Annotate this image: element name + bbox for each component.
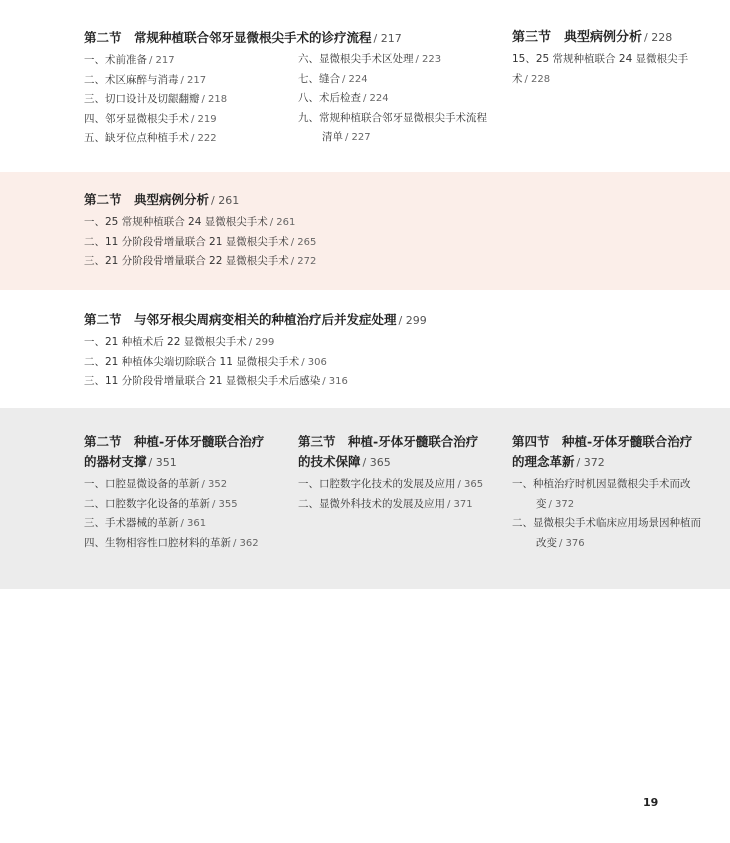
section-page: / 351 <box>148 456 177 469</box>
toc-pink-section <box>84 190 644 272</box>
toc-item[interactable]: 二、21 种植体尖端切除联合 11 显微根尖手术 / 306 <box>84 355 327 368</box>
section-page: / 299 <box>398 314 427 327</box>
item-list <box>298 50 488 148</box>
toc-gray-col1 <box>84 432 274 553</box>
toc-item[interactable]: 二、口腔数字化设备的革新 / 355 <box>84 497 238 510</box>
toc-complication-section <box>84 310 684 392</box>
toc-item[interactable]: 二、11 分阶段骨增量联合 21 显微根尖手术 / 265 <box>84 235 317 248</box>
section-title: 第二节 常规种植联合邻牙显微根尖手术的诊疗流程 <box>84 30 372 45</box>
toc-item[interactable]: 一、口腔数字化技术的发展及应用 / 365 <box>298 478 484 490</box>
toc-item[interactable]: 四、邻牙显微根尖手术 / 219 <box>84 112 217 125</box>
toc-top-col2 <box>298 50 488 148</box>
section-title: 第二节 典型病例分析 <box>84 192 210 207</box>
section-heading[interactable] <box>84 28 464 49</box>
section-page: / 365 <box>362 456 391 469</box>
section-heading[interactable] <box>512 28 696 48</box>
item-list <box>298 475 488 514</box>
page-number: 19 <box>643 796 659 809</box>
toc-item[interactable]: 15、25 常规种植联合 24 显微根尖手术 / 228 <box>512 53 689 85</box>
item-list <box>512 50 696 89</box>
toc-item[interactable]: 三、11 分阶段骨增量联合 21 显微根尖手术后感染 / 316 <box>84 375 348 388</box>
toc-gray-col2 <box>298 432 488 514</box>
section-title: 第二节 种植-牙体牙髓联合治疗的器材支撑 <box>84 434 265 469</box>
toc-item[interactable]: 六、显微根尖手术区处理 / 223 <box>298 53 442 65</box>
toc-item[interactable]: 七、缝合 / 224 <box>298 72 368 85</box>
toc-item[interactable]: 一、种植治疗时机因显微根尖手术而改变 / 372 <box>512 478 691 510</box>
section-heading[interactable] <box>298 432 488 473</box>
toc-item[interactable]: 一、21 种植术后 22 显微根尖手术 / 299 <box>84 336 275 348</box>
toc-gray-col3 <box>512 432 702 553</box>
section-title: 第二节 与邻牙根尖周病变相关的种植治疗后并发症处理 <box>84 312 397 327</box>
section-page: / 372 <box>576 456 605 469</box>
toc-item[interactable]: 八、术后检查 / 224 <box>298 92 389 105</box>
toc-top-col3 <box>512 28 696 89</box>
section-page: / 217 <box>373 32 402 45</box>
section-page: / 228 <box>644 31 673 44</box>
section-heading[interactable] <box>512 432 702 473</box>
toc-item[interactable]: 一、术前准备 / 217 <box>84 54 175 66</box>
toc-item[interactable]: 二、术区麻醉与消毒 / 217 <box>84 73 207 86</box>
toc-item[interactable]: 三、手术器械的革新 / 361 <box>84 517 207 530</box>
section-page: / 261 <box>211 194 240 207</box>
toc-item[interactable]: 三、21 分阶段骨增量联合 22 显微根尖手术 / 272 <box>84 255 317 268</box>
item-list <box>84 333 684 392</box>
toc-item[interactable]: 一、25 常规种植联合 24 显微根尖手术 / 261 <box>84 216 296 228</box>
toc-item[interactable]: 一、口腔显微设备的革新 / 352 <box>84 478 228 490</box>
item-list <box>512 475 702 553</box>
item-list <box>84 213 644 272</box>
section-heading[interactable] <box>84 310 684 331</box>
toc-item[interactable]: 九、常规种植联合邻牙显微根尖手术流程清单 / 227 <box>298 111 487 144</box>
toc-item[interactable]: 四、生物相容性口腔材料的革新 / 362 <box>84 536 259 549</box>
toc-item[interactable]: 二、显微根尖手术临床应用场景因种植而改变 / 376 <box>512 517 701 549</box>
section-heading[interactable] <box>84 432 274 473</box>
item-list <box>84 475 274 553</box>
toc-item[interactable]: 五、缺牙位点种植手术 / 222 <box>84 132 217 145</box>
section-title: 第四节 种植-牙体牙髓联合治疗的理念革新 <box>512 434 693 469</box>
section-heading[interactable] <box>84 190 644 211</box>
section-title: 第三节 典型病例分析 <box>512 30 643 45</box>
toc-item[interactable]: 二、显微外科技术的发展及应用 / 371 <box>298 497 473 510</box>
section-title: 第三节 种植-牙体牙髓联合治疗的技术保障 <box>298 434 479 469</box>
toc-item[interactable]: 三、切口设计及切龈翻瓣 / 218 <box>84 93 228 106</box>
